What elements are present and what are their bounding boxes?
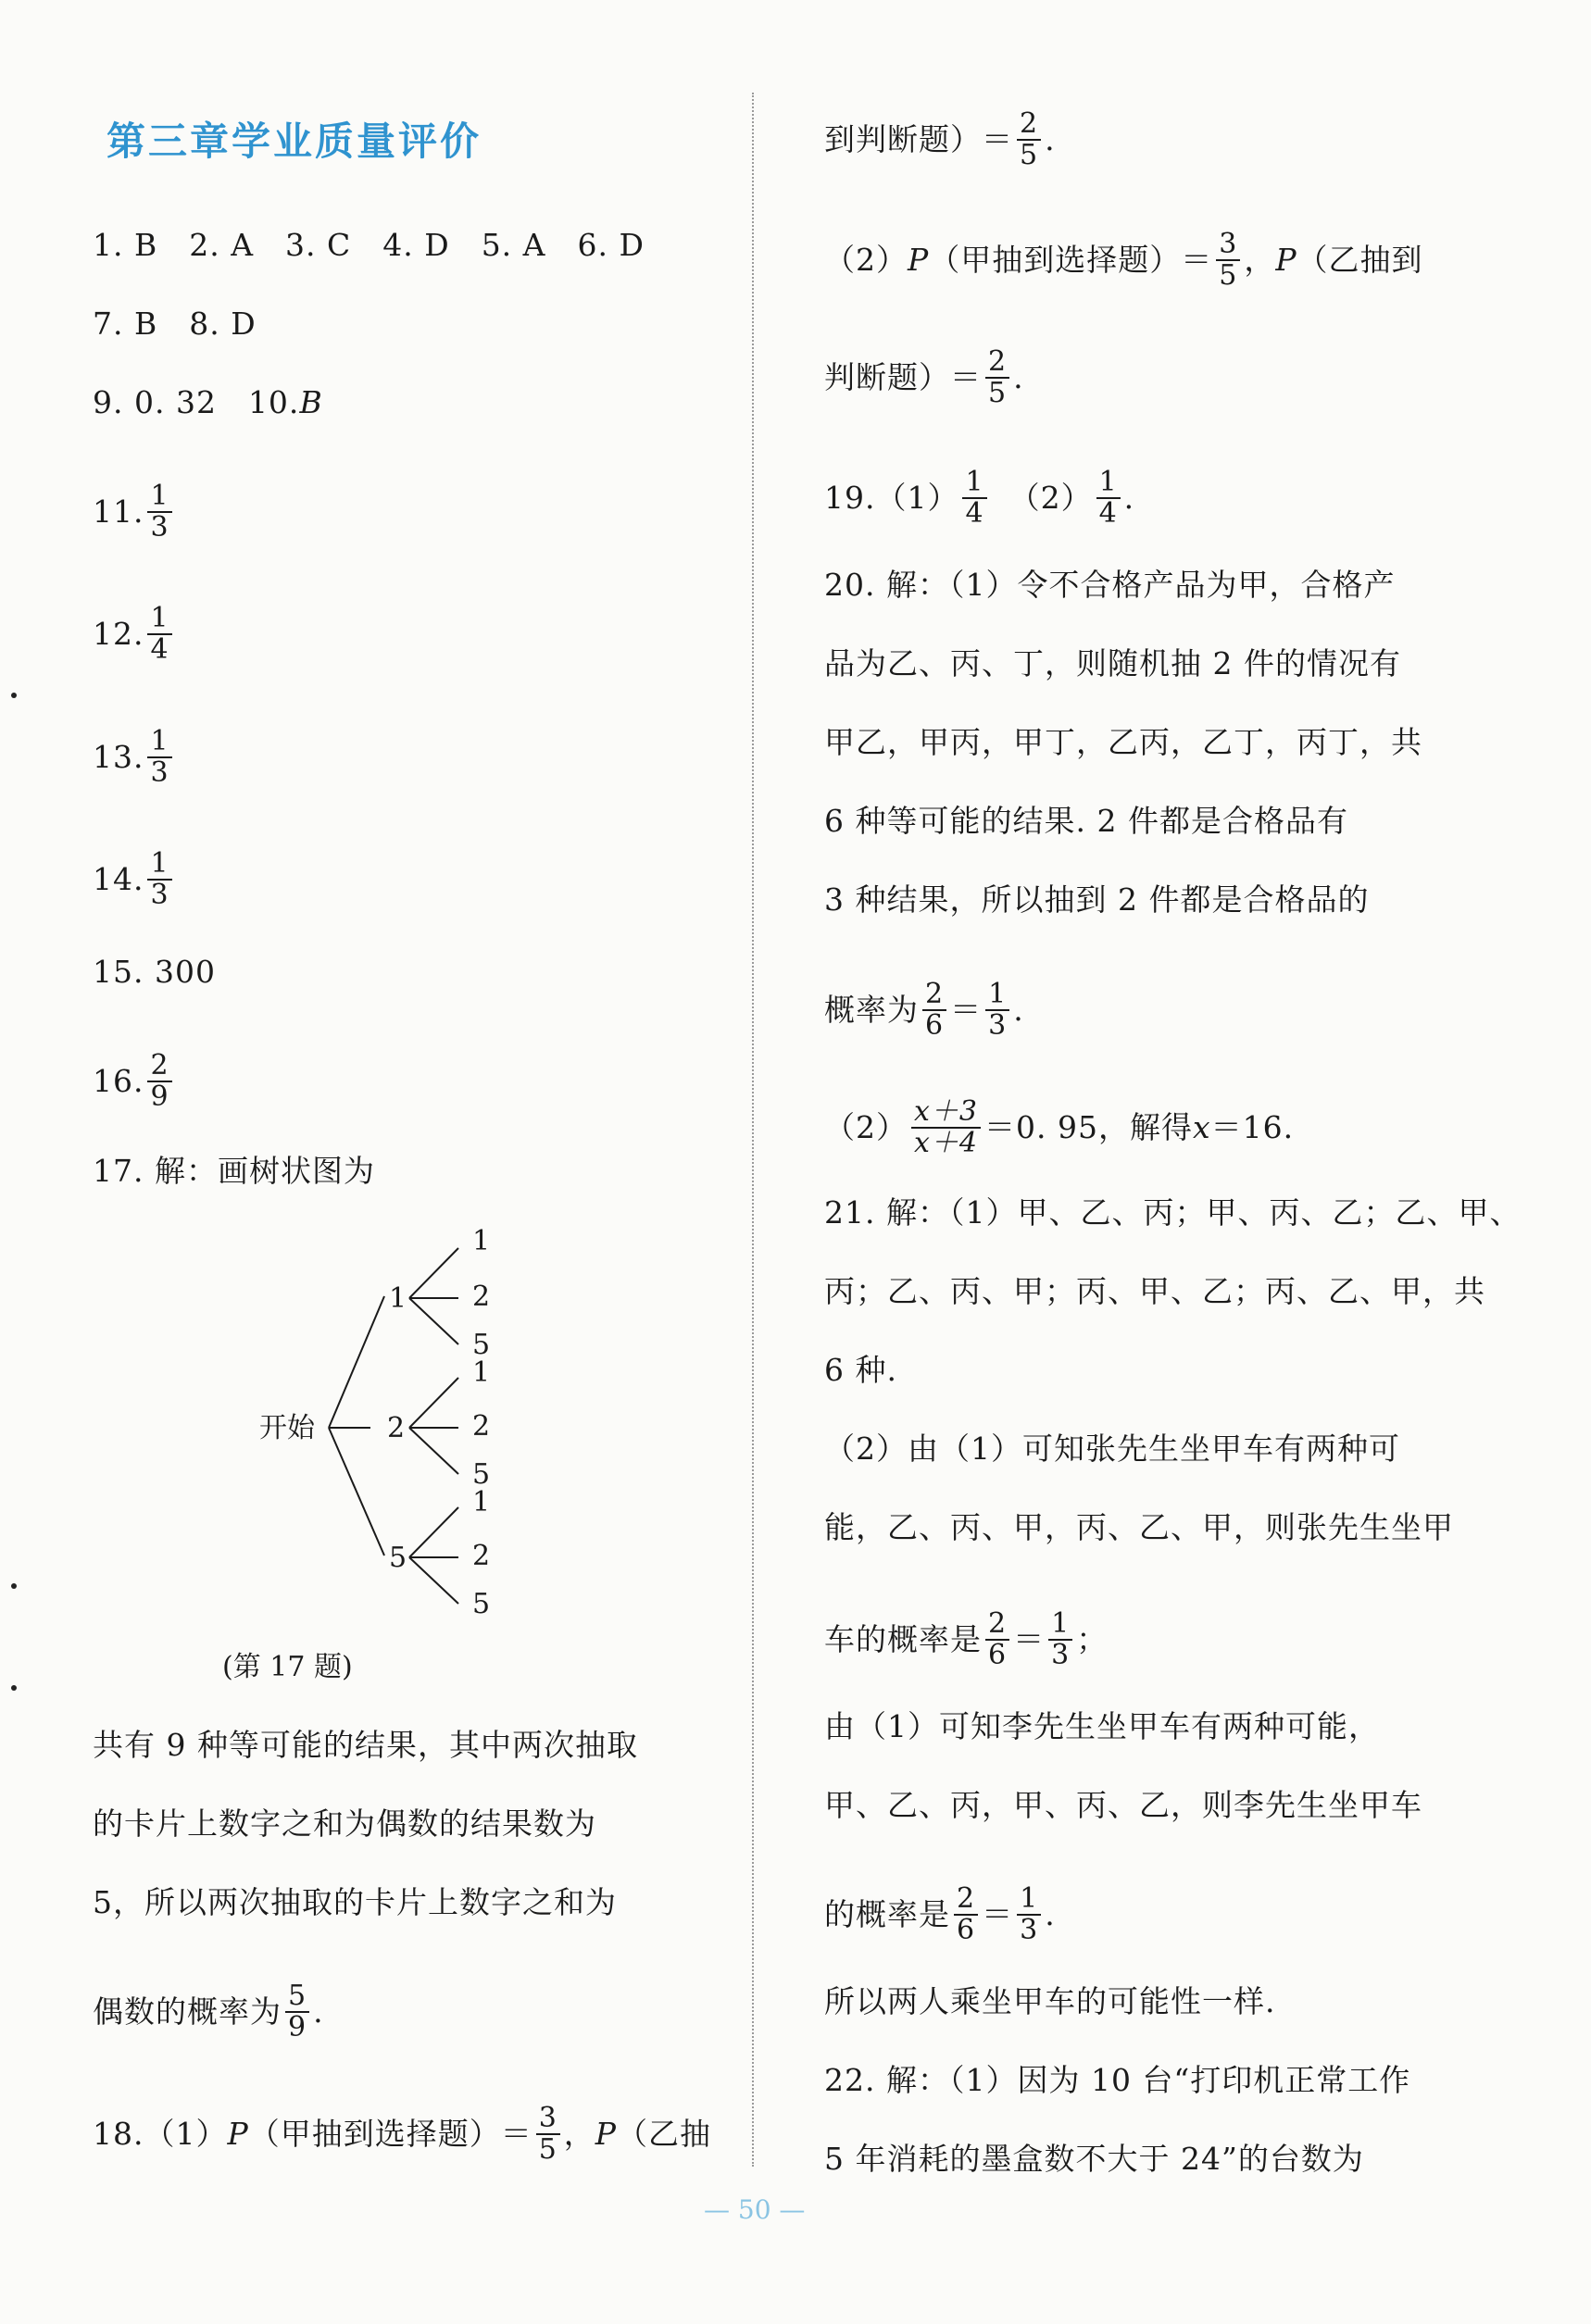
- answer-20-line-4: 6 种等可能的结果. 2 件都是合格品有: [824, 803, 1348, 839]
- answer-16: 16. $\frac{2}{9}$: [93, 1051, 176, 1112]
- answer-20-line-3: 甲乙，甲丙，甲丁，乙丙，乙丁，丙丁，共: [824, 724, 1422, 760]
- answer-22-line-1: 22. 解：（1）因为 10 台“打印机正常工作: [824, 2062, 1411, 2098]
- tree-branch: [409, 1298, 458, 1344]
- fraction: $\frac{2}{6}$: [985, 1609, 1009, 1670]
- answer-21-line-6: 车的概率是 $\frac{2}{6}$ ＝ $\frac{1}{3}$ ；: [824, 1607, 1109, 1671]
- fraction: $\frac{1}{4}$: [147, 604, 171, 665]
- page-number: — 50 —: [704, 2194, 806, 2225]
- answer-12: 12. $\frac{1}{4}$: [93, 604, 176, 665]
- tree-branch: [329, 1428, 384, 1556]
- answer-19: 19.（1） $\frac{1}{4}$ （2） $\frac{1}{4}$ .: [824, 466, 1135, 530]
- column-divider: [752, 93, 754, 2167]
- tree-leaf: 5: [472, 1588, 491, 1620]
- answer-17-heading: 17. 解：画树状图为: [93, 1153, 375, 1189]
- fraction: $\frac{1}{3}$: [147, 481, 171, 543]
- tree-leaf: 5: [472, 1329, 491, 1361]
- answer-20-line-6: 概率为 $\frac{2}{6}$ ＝ $\frac{1}{3}$ .: [824, 978, 1024, 1042]
- answer-21-line-5: 能，乙、丙、甲，丙、乙、甲，则张先生坐甲: [824, 1509, 1454, 1545]
- answer-20-line-5: 3 种结果，所以抽到 2 件都是合格品的: [824, 881, 1370, 918]
- answer-21-line-2: 丙；乙、丙、甲；丙、甲、乙；丙、乙、甲，共: [824, 1273, 1485, 1309]
- answer-17-text-1: 共有 9 种等可能的结果，其中两次抽取: [93, 1727, 638, 1763]
- fraction: $\frac{1}{4}$: [962, 468, 986, 529]
- tree-leaf: 1: [472, 1225, 491, 1257]
- answer-15: 15. 300: [93, 954, 216, 990]
- fraction: $\frac{2}{6}$: [922, 980, 946, 1041]
- fraction: $\frac{3}{5}$: [536, 2104, 560, 2165]
- tree-node: 5: [389, 1542, 407, 1574]
- tree-branch: [409, 1378, 458, 1428]
- answer-21-line-8: 甲、乙、丙，甲、丙、乙，则李先生坐甲车: [824, 1787, 1422, 1823]
- answer-14: 14. $\frac{1}{3}$: [93, 849, 176, 910]
- fraction: $\frac{1}{3}$: [147, 849, 171, 910]
- answers-7-8: 7. B 8. D: [93, 306, 257, 342]
- margin-dot: [11, 1685, 17, 1691]
- fraction: $\frac{2}{9}$: [147, 1051, 171, 1112]
- fraction: $\frac{3}{5}$: [1216, 230, 1240, 291]
- answer-17-text-4: 偶数的概率为 $\frac{5}{9}$ .: [93, 1980, 324, 2043]
- tree-root-label: 开始: [259, 1412, 315, 1444]
- answer-18-2-cont: 判断题）＝ $\frac{2}{5}$ .: [824, 345, 1024, 409]
- answer-21-line-9: 的概率是 $\frac{2}{6}$ ＝ $\frac{1}{3}$ .: [824, 1882, 1056, 1946]
- fraction: $\frac{1}{4}$: [1096, 468, 1121, 529]
- answer-21-line-1: 21. 解：（1）甲、乙、丙；甲、丙、乙；乙、甲、: [824, 1194, 1522, 1231]
- fraction: $\frac{1}{3}$: [147, 727, 171, 788]
- fraction: $\frac{x+3}{x+4}$: [911, 1097, 981, 1158]
- answer-18-2: （2） P （甲抽到选择题）＝ $\frac{3}{5}$ ， P （乙抽到: [824, 228, 1423, 292]
- answer-21-line-3: 6 种.: [824, 1352, 897, 1388]
- fraction: $\frac{2}{5}$: [1017, 109, 1041, 170]
- tree-branch: [329, 1296, 384, 1428]
- answers-1-6: 1. B 2. A 3. C 4. D 5. A 6. D: [93, 227, 645, 263]
- answer-17-text-3: 5，所以两次抽取的卡片上数字之和为: [93, 1884, 617, 1920]
- tree-node: 1: [389, 1282, 407, 1315]
- fraction: $\frac{2}{6}$: [954, 1884, 978, 1945]
- margin-dot: [11, 693, 17, 698]
- tree-branch: [409, 1557, 458, 1604]
- fraction: $\frac{1}{3}$: [985, 980, 1009, 1041]
- answer-18-1: 18.（1） P （甲抽到选择题）＝ $\frac{3}{5}$ ， P （乙抽: [93, 2102, 712, 2166]
- answer-21-line-10: 所以两人乘坐甲车的可能性一样.: [824, 1983, 1276, 2019]
- answer-18-1-cont: 到判断题）＝ $\frac{2}{5}$ .: [824, 107, 1056, 171]
- fraction: $\frac{1}{3}$: [1048, 1609, 1072, 1670]
- answer-20-line-2: 品为乙、丙、丁，则随机抽 2 件的情况有: [824, 645, 1401, 681]
- tree-node: 2: [387, 1412, 406, 1444]
- answer-20-line-1: 20. 解：（1）令不合格产品为甲，合格产: [824, 567, 1396, 603]
- answer-21-line-7: 由（1）可知李先生坐甲车有两种可能，: [824, 1708, 1380, 1744]
- chapter-title: 第三章学业质量评价: [106, 119, 482, 164]
- tree-leaf: 2: [472, 1410, 491, 1443]
- tree-branch: [409, 1248, 458, 1298]
- answer-21-line-4: （2）由（1）可知张先生坐甲车有两种可: [824, 1431, 1400, 1467]
- tree-branch: [409, 1507, 458, 1557]
- margin-dot: [11, 1583, 17, 1589]
- answer-17-text-2: 的卡片上数字之和为偶数的结果数为: [93, 1805, 596, 1842]
- answer-13: 13. $\frac{1}{3}$: [93, 727, 176, 788]
- fraction: $\frac{5}{9}$: [285, 1981, 309, 2043]
- tree-leaf: 2: [472, 1540, 491, 1572]
- tree-leaf: 2: [472, 1281, 491, 1313]
- answer-11: 11. $\frac{1}{3}$: [93, 481, 176, 543]
- answers-9-10: 9. 0. 32 10. B: [93, 384, 323, 420]
- fraction: $\frac{1}{3}$: [1017, 1884, 1041, 1945]
- tree-diagram: [139, 1204, 528, 1630]
- figure-caption: (第 17 题): [222, 1651, 353, 1683]
- answer-20-part-2: （2） $\frac{x+3}{x+4}$ ＝0. 95，解得 x ＝16.: [824, 1095, 1295, 1159]
- answer-22-line-2: 5 年消耗的墨盒数不大于 24”的台数为: [824, 2141, 1364, 2177]
- tree-leaf: 1: [472, 1356, 491, 1389]
- fraction: $\frac{2}{5}$: [985, 347, 1009, 408]
- tree-leaf: 1: [472, 1486, 491, 1518]
- tree-leaf: 5: [472, 1458, 491, 1491]
- tree-branch: [409, 1428, 458, 1474]
